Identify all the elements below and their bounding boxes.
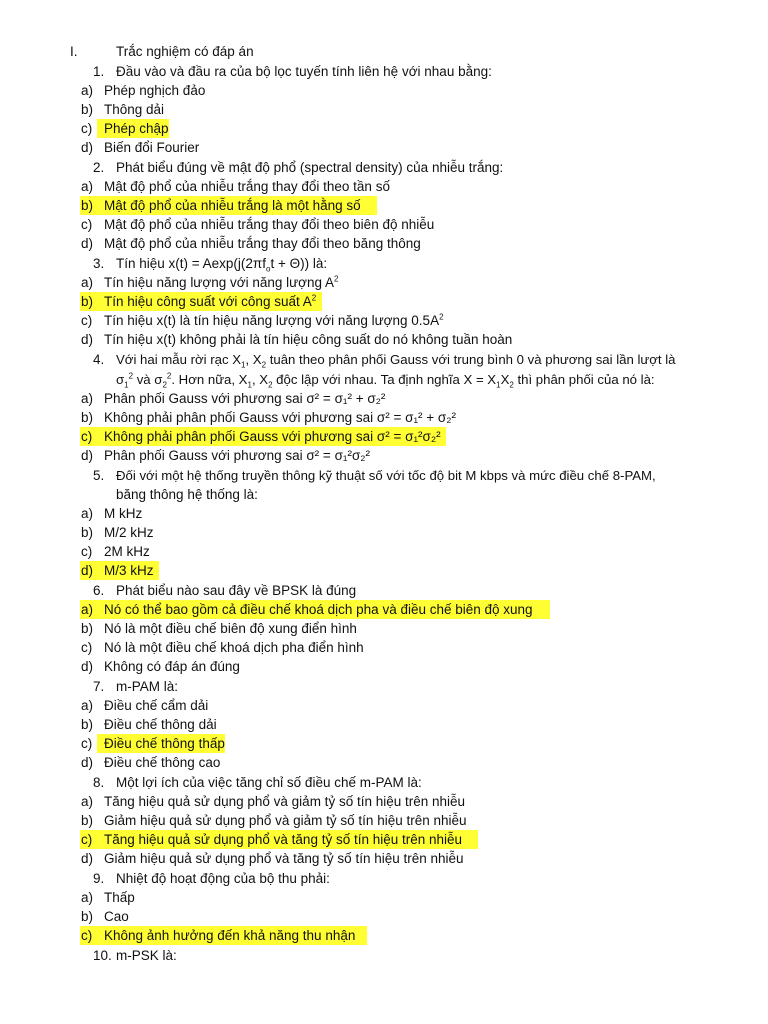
option-label: a) xyxy=(81,602,94,617)
option-text: M kHz xyxy=(104,506,143,521)
q1-option-a xyxy=(0,81,768,100)
q3-option-a xyxy=(0,273,768,292)
option-text: Điều chế thông dải xyxy=(104,717,217,732)
option-text: Phân phối Gauss với phương sai σ² = σ₁² + σ₂² xyxy=(104,391,386,406)
option-text: Mật độ phổ của nhiễu trắng thay đổi theo băng thông xyxy=(104,236,421,251)
question-number: 9. xyxy=(93,871,105,886)
q6-option-c xyxy=(0,638,768,657)
option-text-highlighted: Tăng hiệu quả sử dụng phổ và tăng tỷ số tín hiệu trên nhiễu xyxy=(104,832,463,847)
option-label: c) xyxy=(81,121,93,136)
option-label: d) xyxy=(81,755,94,770)
question-text: m-PAM là: xyxy=(116,679,179,694)
option-label: c) xyxy=(81,544,93,559)
option-label: b) xyxy=(81,294,94,309)
option-text: Mật độ phổ của nhiễu trắng thay đổi theo tần số xyxy=(104,179,390,194)
q8-option-a xyxy=(0,792,768,811)
q7-option-c-correct xyxy=(0,734,768,753)
option-text-highlighted: Điều chế thông thấp xyxy=(97,734,225,753)
option-text: Mật độ phổ của nhiễu trắng thay đổi theo biên độ nhiễu xyxy=(104,217,435,232)
question-4-cont xyxy=(0,370,768,389)
option-text-highlighted: Mật độ phổ của nhiễu trắng là một hằng số xyxy=(104,198,361,213)
question-8 xyxy=(0,773,768,792)
option-label: c) xyxy=(81,313,93,328)
q5-option-c xyxy=(0,542,768,561)
q8-option-c-correct xyxy=(0,830,768,849)
option-text-highlighted: Không ảnh hưởng đến khả năng thu nhận xyxy=(104,928,356,943)
option-text: Không phải phân phối Gauss với phương sai σ² = σ₁² + σ₂² xyxy=(104,410,456,425)
q3-option-b-correct xyxy=(0,292,768,311)
option-text: Điều chế thông cao xyxy=(104,755,221,770)
q1-option-c-correct xyxy=(0,119,768,138)
q6-option-b xyxy=(0,619,768,638)
option-text: Giảm hiệu quả sử dụng phổ và giảm tỷ số tín hiệu trên nhiễu xyxy=(104,813,467,828)
option-label: b) xyxy=(81,410,94,425)
option-text: Nó là một điều chế biên độ xung điển hình xyxy=(104,621,357,636)
q9-option-c-correct xyxy=(0,926,768,945)
option-label: a) xyxy=(81,275,94,290)
q1-option-b xyxy=(0,100,768,119)
option-label: c) xyxy=(81,736,93,751)
section-title: Trắc nghiệm có đáp án xyxy=(116,44,254,59)
option-text: Không có đáp án đúng xyxy=(104,659,240,674)
question-number: 3. xyxy=(93,256,105,271)
option-text-highlighted: Nó có thể bao gồm cả điều chế khoá dịch pha và điều chế biên độ xung xyxy=(104,602,533,617)
option-label: d) xyxy=(81,659,94,674)
option-label: a) xyxy=(81,794,94,809)
q5-option-a xyxy=(0,504,768,523)
option-label: c) xyxy=(81,928,93,943)
option-label: a) xyxy=(81,698,94,713)
question-number: 7. xyxy=(93,679,105,694)
q2-option-a xyxy=(0,177,768,196)
option-text: Giảm hiệu quả sử dụng phổ và tăng tỷ số tín hiệu trên nhiễu xyxy=(104,851,464,866)
question-number: 6. xyxy=(93,583,105,598)
question-6 xyxy=(0,581,768,600)
option-text: Tín hiệu x(t) là tín hiệu năng lượng với năng lượng $0.5A^2$ xyxy=(104,312,444,328)
q2-option-c xyxy=(0,215,768,234)
q7-option-b xyxy=(0,715,768,734)
option-text: Cao xyxy=(104,909,129,924)
option-text: Tín hiệu năng lượng với năng lượng $A^2$ xyxy=(104,274,339,290)
option-text: 2M kHz xyxy=(104,544,150,559)
q8-option-d xyxy=(0,849,768,868)
question-text: Phát biểu đúng về mật độ phổ (spectral density) của nhiễu trắng: xyxy=(116,160,504,175)
option-label: d) xyxy=(81,851,94,866)
question-5-cont xyxy=(0,485,768,504)
q3-option-d xyxy=(0,330,768,349)
option-text: Tín hiệu x(t) không phải là tín hiệu công suất do nó không tuần hoàn xyxy=(104,332,513,347)
option-text-highlighted: Tín hiệu công suất với công suất $A^2$ xyxy=(104,293,317,309)
q3-option-c xyxy=(0,311,768,330)
question-text-line-1: Với hai mẫu rời rạc $X_1$, $X_2$ tuân theo phân phối Gauss với trung bình 0 và phương sai lần lượt là xyxy=(116,352,676,370)
q9-option-a xyxy=(0,888,768,907)
option-label: b) xyxy=(81,909,94,924)
question-text-line-2: băng thông hệ thống là: xyxy=(116,487,258,502)
q2-option-d xyxy=(0,234,768,253)
question-text: Một lợi ích của việc tăng chỉ số điều chế m-PAM là: xyxy=(116,775,422,790)
option-text: Tăng hiệu quả sử dụng phổ và giảm tỷ số tín hiệu trên nhiễu xyxy=(104,794,466,809)
q4-option-d xyxy=(0,446,768,465)
option-label: d) xyxy=(81,236,94,251)
option-text-highlighted: Phép chập xyxy=(97,119,169,138)
q9-option-b xyxy=(0,907,768,926)
option-label: d) xyxy=(81,332,94,347)
question-text: Đầu vào và đầu ra của bộ lọc tuyến tính liên hệ với nhau bằng: xyxy=(116,64,492,79)
option-text-highlighted: Không phải phân phối Gauss với phương sai σ² = σ₁²σ₂² xyxy=(104,429,441,444)
q6-option-a-correct xyxy=(0,600,768,619)
option-label: b) xyxy=(81,525,94,540)
option-text: Nó là một điều chế khoá dịch pha điển hình xyxy=(104,640,364,655)
option-text: Thấp xyxy=(104,890,135,905)
option-label: a) xyxy=(81,506,94,521)
option-label: c) xyxy=(81,640,93,655)
option-label: b) xyxy=(81,102,94,117)
option-text: Thông dải xyxy=(104,102,165,117)
q6-option-d xyxy=(0,657,768,676)
question-number: 4. xyxy=(93,352,105,367)
question-text: Phát biểu nào sau đây về BPSK là đúng xyxy=(116,583,357,598)
option-text-highlighted: M/3 kHz xyxy=(104,563,154,578)
option-label: c) xyxy=(81,429,93,444)
q4-option-a xyxy=(0,389,768,408)
option-label: c) xyxy=(81,217,93,232)
question-number: 2. xyxy=(93,160,105,175)
option-label: d) xyxy=(81,563,94,578)
question-5 xyxy=(0,466,768,485)
q7-option-a xyxy=(0,696,768,715)
option-label: a) xyxy=(81,890,94,905)
q5-option-d-correct xyxy=(0,561,768,580)
option-label: c) xyxy=(81,832,93,847)
question-text-line-1: Đối với một hệ thống truyền thông kỹ thuật số với tốc độ bit M kbps và mức điều chế 8-PAM, xyxy=(116,468,656,483)
option-label: d) xyxy=(81,448,94,463)
q5-option-b xyxy=(0,523,768,542)
q4-option-c-correct xyxy=(0,427,768,446)
question-text: Nhiệt độ hoạt động của bộ thu phải: xyxy=(116,871,330,886)
option-label: b) xyxy=(81,621,94,636)
question-10 xyxy=(0,946,768,965)
q8-option-b xyxy=(0,811,768,830)
question-4 xyxy=(0,350,768,369)
option-label: d) xyxy=(81,140,94,155)
option-text: Phép nghịch đảo xyxy=(104,83,206,98)
section-number: I. xyxy=(70,44,78,59)
section-header xyxy=(0,42,768,61)
option-label: a) xyxy=(81,179,94,194)
question-number: 1. xyxy=(93,64,105,79)
option-label: b) xyxy=(81,717,94,732)
q1-option-d xyxy=(0,138,768,157)
question-text: Tín hiệu $x(t) = Aexp(j(2\pi f_ot + \Theta))$ là: xyxy=(116,256,328,274)
question-number: 5. xyxy=(93,468,105,483)
question-text: m-PSK là: xyxy=(116,948,177,963)
q7-option-d xyxy=(0,753,768,772)
question-3 xyxy=(0,254,768,273)
question-7 xyxy=(0,677,768,696)
option-label: b) xyxy=(81,198,94,213)
question-number: 8. xyxy=(93,775,105,790)
option-label: b) xyxy=(81,813,94,828)
q4-option-b xyxy=(0,408,768,427)
option-label: a) xyxy=(81,391,94,406)
option-text: Điều chế cẩm dải xyxy=(104,698,209,713)
option-text: Phân phối Gauss với phương sai σ² = σ₁²σ₂² xyxy=(104,448,371,463)
q2-option-b-correct xyxy=(0,196,768,215)
question-9 xyxy=(0,869,768,888)
question-2 xyxy=(0,158,768,177)
question-text-line-2: $\sigma_1^2$ và $\sigma_2^2$. Hơn nữa, $X_1$, $X_2$ độc lập với nhau. Ta định nghĩa $X = X_1X_2$ thì phân phối của nó là: xyxy=(116,371,655,390)
question-number: 10. xyxy=(93,948,112,963)
question-1 xyxy=(0,62,768,81)
option-label: a) xyxy=(81,83,94,98)
option-text: M/2 kHz xyxy=(104,525,154,540)
option-text: Biến đổi Fourier xyxy=(104,140,200,155)
